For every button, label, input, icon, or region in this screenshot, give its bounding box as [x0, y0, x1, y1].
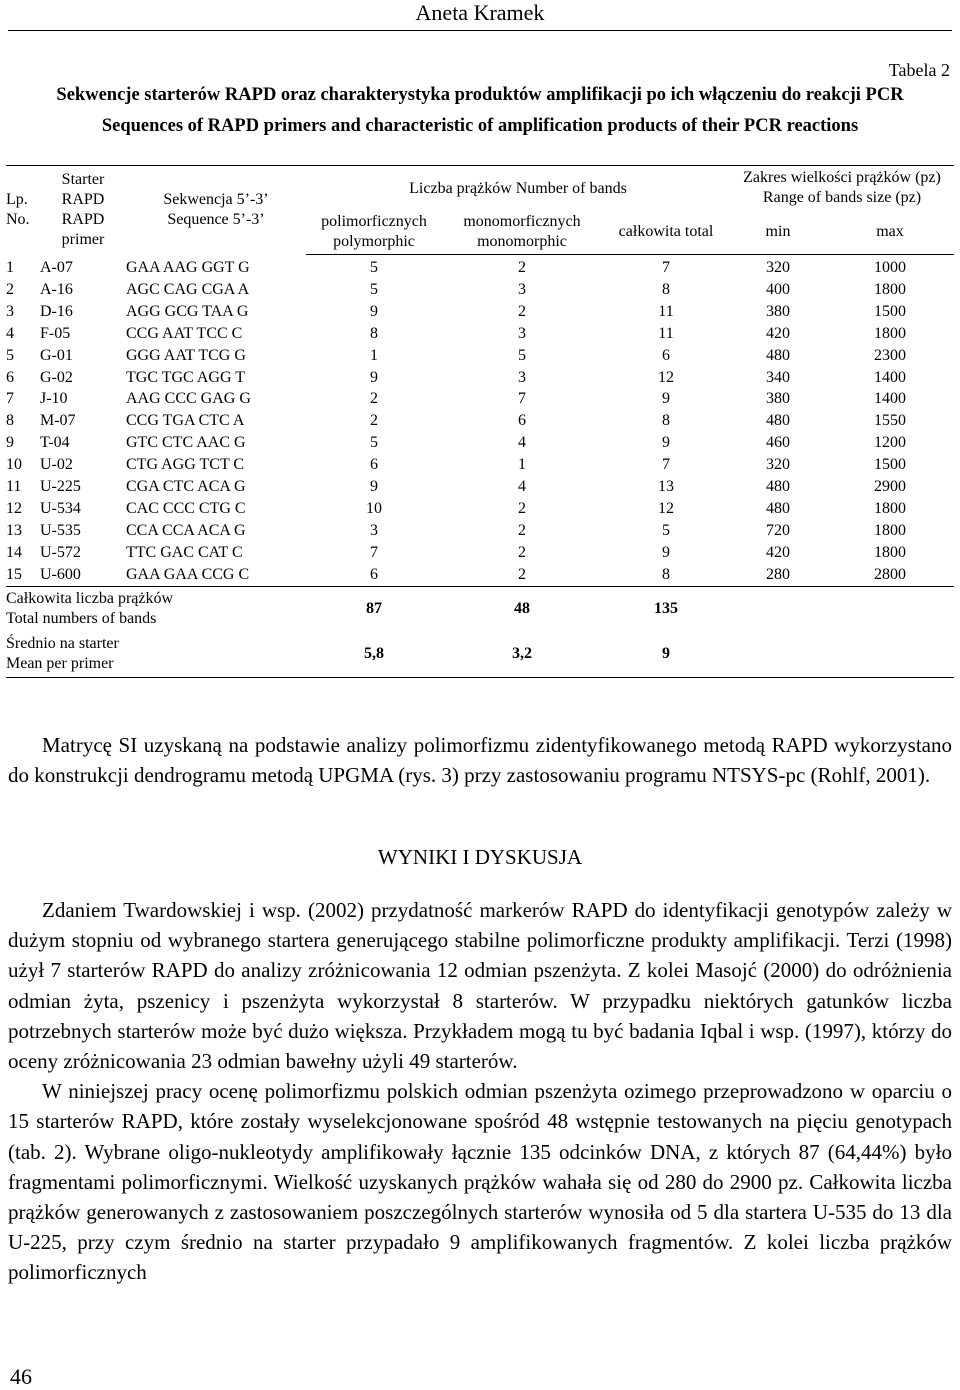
row-total: 9 — [662, 390, 670, 408]
row-total: 9 — [662, 543, 670, 561]
row-max: 2900 — [874, 478, 906, 496]
header-total: całkowita total — [602, 210, 730, 255]
empty-cell — [730, 586, 826, 632]
header-starter: Starter RAPD RAPD primer — [40, 166, 126, 255]
row-mono: 6 — [518, 412, 526, 430]
header-bands-group: Liczba prążków Number of bands — [306, 166, 730, 211]
row-lp: 13 — [6, 521, 22, 539]
row-min: 320 — [766, 259, 790, 276]
row-min: 460 — [766, 434, 790, 452]
table-row — [6, 542, 954, 564]
total-bands-label: Całkowita liczba prążków Total numbers of bands — [6, 586, 306, 632]
row-lp: 5 — [6, 346, 14, 364]
row-starter: U-535 — [40, 521, 81, 539]
row-lp: 7 — [6, 390, 14, 408]
row-mono: 1 — [518, 456, 526, 474]
row-max: 1200 — [874, 434, 906, 452]
row-sequence: GGG AAT TCG G — [126, 346, 246, 364]
row-max: 1500 — [874, 302, 906, 320]
row-poly: 10 — [366, 499, 382, 517]
table-row — [6, 301, 954, 323]
row-mono: 2 — [518, 543, 526, 561]
row-starter: A-07 — [40, 258, 73, 276]
row-starter: F-05 — [40, 324, 71, 342]
row-max: 1550 — [874, 412, 906, 430]
row-max: 1500 — [874, 456, 906, 474]
primers-table — [6, 165, 954, 678]
row-poly: 7 — [370, 543, 378, 561]
mean-row — [6, 632, 954, 678]
row-sequence: CCG AAT TCC C — [126, 324, 243, 342]
row-lp: 1 — [6, 258, 14, 276]
empty-cell — [826, 632, 954, 678]
row-total: 8 — [662, 412, 670, 430]
header-lp: Lp. No. — [6, 166, 40, 255]
row-total: 7 — [662, 259, 670, 276]
table-row — [6, 255, 954, 279]
row-poly: 5 — [370, 280, 378, 298]
row-sequence: AAG CCC GAG G — [126, 390, 251, 408]
row-min: 720 — [766, 521, 790, 539]
row-sequence: CCG TGA CTC A — [126, 412, 245, 430]
row-min: 400 — [766, 280, 790, 298]
row-max: 1400 — [874, 368, 906, 386]
row-min: 380 — [766, 390, 790, 408]
row-total: 6 — [662, 346, 670, 364]
row-starter: G-01 — [40, 346, 73, 364]
empty-cell — [730, 632, 826, 678]
table-row — [6, 410, 954, 432]
row-poly: 8 — [370, 324, 378, 342]
total-total: 135 — [602, 586, 730, 632]
row-starter: G-02 — [40, 368, 73, 386]
row-sequence: AGG GCG TAA G — [126, 302, 249, 320]
header-range-group: Zakres wielkości prążków (pz) Range of bands size (pz) — [730, 166, 954, 211]
row-min: 340 — [766, 368, 790, 386]
header-max: max — [826, 210, 954, 255]
row-poly: 9 — [370, 368, 378, 386]
row-lp: 8 — [6, 412, 14, 430]
row-poly: 5 — [370, 259, 378, 276]
row-starter: U-534 — [40, 499, 81, 517]
total-bands-row — [6, 586, 954, 632]
row-sequence: CCA CCA ACA G — [126, 521, 246, 539]
row-total: 7 — [662, 456, 670, 474]
mean-label: Średnio na starter Mean per primer — [6, 632, 306, 678]
row-max: 2300 — [874, 346, 906, 364]
row-mono: 2 — [518, 499, 526, 517]
total-mono: 48 — [442, 586, 602, 632]
table-row — [6, 454, 954, 476]
row-starter: U-02 — [40, 456, 73, 474]
header-rule — [8, 30, 952, 31]
paragraph-results — [8, 895, 952, 1288]
caption-polish: Sekwencje starterów RAPD oraz charakterystyka produktów amplifikacji po ich włączeniu do reakcji PCR — [56, 85, 904, 105]
row-total: 8 — [662, 565, 670, 583]
row-poly: 9 — [370, 478, 378, 496]
row-max: 1800 — [874, 499, 906, 517]
row-lp: 4 — [6, 324, 14, 342]
row-max: 1000 — [874, 259, 906, 276]
caption-english: Sequences of RAPD primers and characteristic of amplification products of their PCR reactions — [101, 116, 859, 136]
row-min: 380 — [766, 302, 790, 320]
row-poly: 2 — [370, 412, 378, 430]
row-lp: 11 — [6, 478, 22, 496]
total-poly: 87 — [306, 586, 442, 632]
row-lp: 6 — [6, 368, 14, 386]
row-max: 1800 — [874, 521, 906, 539]
row-min: 480 — [766, 478, 790, 496]
paragraph-matrix — [8, 730, 952, 790]
row-max: 1800 — [874, 280, 906, 298]
row-mono: 4 — [518, 434, 526, 452]
table-row — [6, 323, 954, 345]
row-starter: D-16 — [40, 302, 73, 320]
row-sequence: CAC CCC CTG C — [126, 499, 246, 517]
row-min: 420 — [766, 543, 790, 561]
row-starter: T-04 — [40, 434, 70, 452]
table-label: Tabela 2 — [888, 60, 950, 80]
table-captions — [8, 84, 952, 138]
table-row — [6, 367, 954, 389]
row-total: 12 — [658, 368, 674, 386]
row-poly: 1 — [370, 346, 378, 364]
row-lp: 12 — [6, 499, 22, 517]
row-total: 11 — [658, 324, 674, 342]
row-starter: M-07 — [40, 412, 76, 430]
row-sequence: CGA CTC ACA G — [126, 478, 246, 496]
table-row — [6, 564, 954, 586]
row-mono: 3 — [518, 280, 526, 298]
row-max: 2800 — [874, 565, 906, 583]
row-sequence: GAA GAA CCG C — [126, 565, 250, 583]
row-total: 8 — [662, 280, 670, 298]
row-starter: J-10 — [40, 390, 68, 408]
empty-cell — [826, 586, 954, 632]
table-row — [6, 279, 954, 301]
row-mono: 4 — [518, 478, 526, 496]
row-mono: 2 — [518, 259, 526, 276]
row-lp: 10 — [6, 456, 22, 474]
row-total: 9 — [662, 434, 670, 452]
row-sequence: GTC CTC AAC G — [126, 434, 246, 452]
row-mono: 2 — [518, 565, 526, 583]
section-title: WYNIKI I DYSKUSJA — [377, 845, 583, 869]
row-min: 480 — [766, 499, 790, 517]
row-mono: 7 — [518, 390, 526, 408]
header-sequence: Sekwencja 5’-3’ Sequence 5’-3’ — [126, 166, 306, 255]
row-mono: 5 — [518, 346, 526, 364]
row-sequence: TGC TGC AGG T — [126, 368, 245, 386]
table-row — [6, 432, 954, 454]
header-poly: polimorficznych polymorphic — [306, 210, 442, 255]
row-min: 480 — [766, 412, 790, 430]
row-lp: 14 — [6, 543, 22, 561]
table-row — [6, 498, 954, 520]
row-min: 280 — [766, 565, 790, 583]
header-row-1 — [6, 166, 954, 211]
running-header-author: Aneta Kramek — [415, 0, 545, 25]
row-total: 5 — [662, 521, 670, 539]
row-poly: 6 — [370, 456, 378, 474]
row-total: 11 — [658, 302, 674, 320]
row-mono: 2 — [518, 521, 526, 539]
row-lp: 15 — [6, 565, 22, 583]
row-mono: 3 — [518, 324, 526, 342]
row-sequence: CTG AGG TCT C — [126, 456, 245, 474]
row-poly: 2 — [370, 390, 378, 408]
row-poly: 6 — [370, 565, 378, 583]
mean-poly: 5,8 — [306, 632, 442, 678]
header-mono: monomorficznych monomorphic — [442, 210, 602, 255]
table-row — [6, 388, 954, 410]
row-lp: 9 — [6, 434, 14, 452]
header-min: min — [730, 210, 826, 255]
row-lp: 3 — [6, 302, 14, 320]
row-poly: 3 — [370, 521, 378, 539]
row-max: 1800 — [874, 543, 906, 561]
row-lp: 2 — [6, 280, 14, 298]
row-starter: U-600 — [40, 565, 81, 583]
row-max: 1800 — [874, 324, 906, 342]
row-total: 13 — [658, 478, 674, 496]
row-total: 12 — [658, 499, 674, 517]
mean-mono: 3,2 — [442, 632, 602, 678]
table-row — [6, 520, 954, 542]
row-min: 320 — [766, 456, 790, 474]
row-min: 480 — [766, 346, 790, 364]
row-sequence: GAA AAG GGT G — [126, 258, 250, 276]
row-starter: A-16 — [40, 280, 73, 298]
row-poly: 9 — [370, 302, 378, 320]
paragraph-2: Zdaniem Twardowskiej i wsp. (2002) przydatność markerów RAPD do identyfikacji genotypów zależy w dużym stopniu od wybranego startera generującego stabilne polimorficzne produkty amplifikacji. Terzi (1998) użył 7 starterów RAPD do analizy zróżnicowania 12 odmian pszenżyta. Z kolei Masojć (2000) do odróżnienia odmian żyta, pszenicy i pszenżyta wykorzystał 8 starterów. W przypadku niektórych gatunków liczba potrzebnych starterów może być dużo większa. Przykładem mogą tu być badania Iqbal i wsp. (1997), którzy do oceny zróżnicowania 23 odmian bawełny użyli 49 starterów. — [8, 898, 952, 1074]
paragraph-3: W niniejszej pracy ocenę polimorfizmu polskich odmian pszenżyta ozimego przeprowadzono w oparciu o 15 starterów RAPD, które zostały wyselekcjonowane spośród 48 wstępnie testowanych na pięciu genotypach (tab. 2). Wybrane oligo-nukleotydy amplifikowały łącznie 135 odcinków DNA, z których 87 (64,44%) było fragmentami polimorficznymi. Wielkość uzyskanych prążków wahała się od 280 do 2900 pz. Całkowita liczba prążków generowanych z zastosowaniem poszczególnych starterów wynosiła od 5 dla startera U-535 do 13 dla U-225, przy czym średnio na starter przypadało 9 amplifikowanych fragmentów. Z kolei liczba prążków polimorficznych — [8, 1079, 952, 1285]
row-sequence: TTC GAC CAT C — [126, 543, 243, 561]
row-mono: 3 — [518, 368, 526, 386]
row-starter: U-572 — [40, 543, 81, 561]
row-mono: 2 — [518, 302, 526, 320]
row-min: 420 — [766, 324, 790, 342]
row-poly: 5 — [370, 434, 378, 452]
row-starter: U-225 — [40, 478, 81, 496]
row-max: 1400 — [874, 390, 906, 408]
table-row — [6, 476, 954, 498]
table-row — [6, 345, 954, 367]
row-sequence: AGC CAG CGA A — [126, 280, 250, 298]
page-number: 46 — [10, 1364, 32, 1389]
mean-total: 9 — [602, 632, 730, 678]
paragraph-1: Matrycę SI uzyskaną na podstawie analizy polimorfizmu zidentyfikowanego metodą RAPD wykorzystano do konstrukcji dendrogramu metodą UPGMA (rys. 3) przy zastosowaniu programu NTSYS-pc (Rohlf, 2001). — [8, 733, 952, 788]
